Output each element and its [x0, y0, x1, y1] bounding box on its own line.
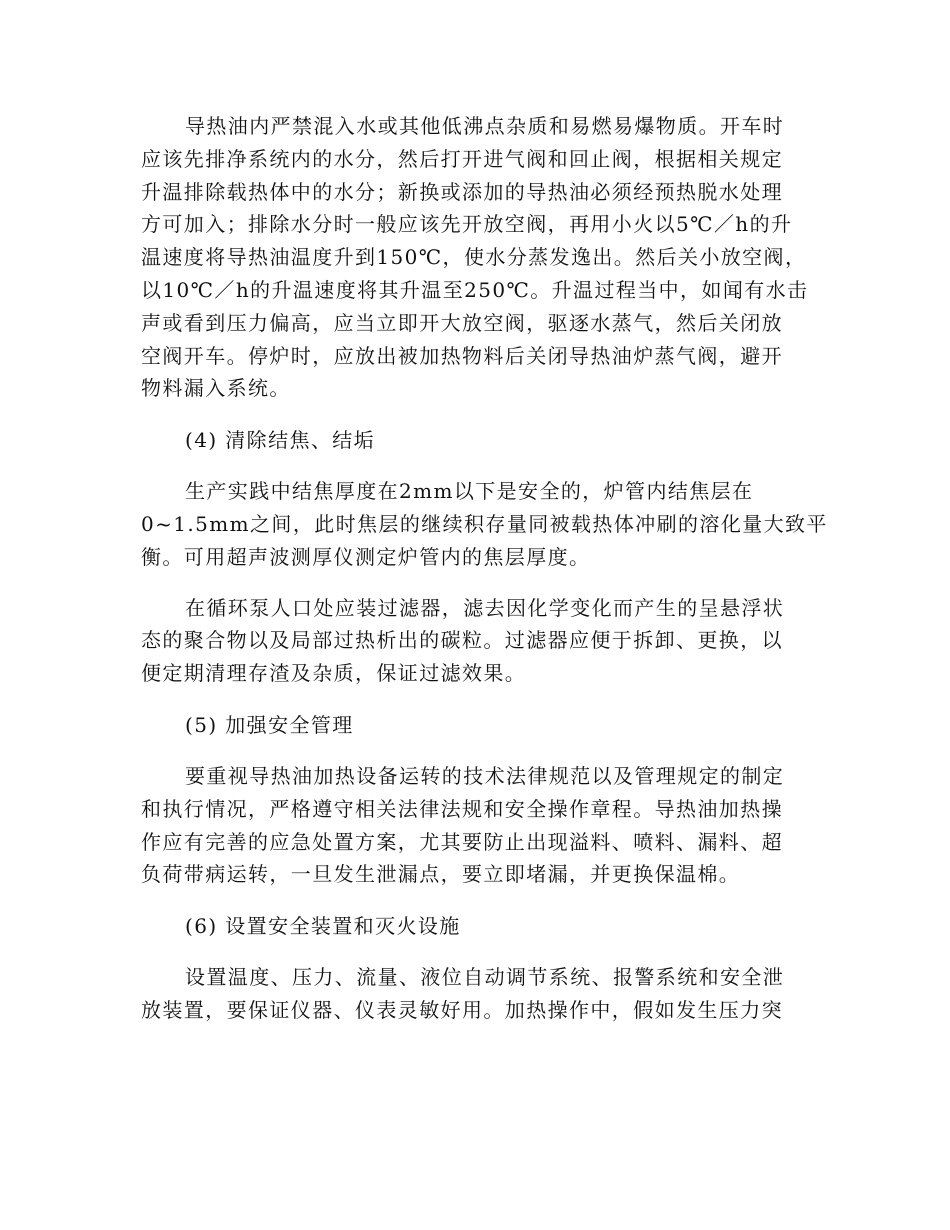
paragraph-safety-management [141, 760, 811, 891]
section-heading-5: (5) 加强安全管理 [185, 712, 354, 737]
text-line: 温速度将导热油温度升到150℃，使水分蒸发逸出。然后关小放空阀， [141, 245, 807, 270]
text-line: 设置温度、压力、流量、液位自动调节系统、报警系统和安全泄 [185, 965, 785, 990]
section-heading-4: (4) 清除结焦、结垢 [185, 428, 376, 453]
paragraph-filter [141, 592, 811, 690]
text-line: 便定期清理存渣及杂质，保证过滤效果。 [141, 661, 527, 686]
text-line: 空阀开车。停炉时，应放出被加热物料后关闭导热油炉蒸气阀，避开 [141, 343, 783, 368]
text-line: 物料漏入系统。 [141, 376, 291, 401]
text-line: 以10℃／h的升温速度将其升温至250℃。升温过程当中，如闻有水击 [141, 277, 809, 302]
text-line: 生产实践中结焦厚度在2mm以下是安全的，炉管内结焦层在 [185, 479, 754, 504]
text-line: 负荷带病运转，一旦发生泄漏点，要立即堵漏，并更换保温棉。 [141, 862, 741, 887]
paragraph-safety-devices [141, 961, 811, 1027]
section-heading-6: (6) 设置安全装置和灭火设施 [185, 914, 461, 939]
text-line: 放装置，要保证仪器、仪表灵敏好用。加热操作中，假如发生压力突 [141, 997, 783, 1022]
text-line: 导热油内严禁混入水或其他低沸点杂质和易燃易爆物质。开车时 [185, 114, 785, 138]
document-body [141, 110, 828, 1045]
paragraph-dehydration [141, 110, 811, 405]
text-line: 衡。可用超声波测厚仪测定炉管内的焦层厚度。 [141, 544, 591, 569]
text-line: 态的聚合物以及局部过热析出的碳粒。过滤器应便于拆卸、更换，以 [141, 628, 783, 653]
text-line: 声或看到压力偏高，应当立即开大放空阀，驱逐水蒸气，然后关闭放 [141, 310, 783, 335]
text-line: 升温排除载热体中的水分；新换或添加的导热油必须经预热脱水处理 [141, 179, 783, 204]
text-line: 应该先排净系统内的水分，然后打开进气阀和回止阀，根据相关规定 [141, 146, 783, 171]
text-line: 和执行情况，严格遵守相关法律法规和安全操作章程。导热油加热操 [141, 796, 783, 821]
text-line: 在循环泵人口处应装过滤器，滤去因化学变化而产生的呈悬浮状 [185, 595, 785, 620]
text-line: 方可加入；排除水分时一般应该先开放空阀，再用小火以5℃／h的升 [141, 212, 793, 237]
text-line: 要重视导热油加热设备运转的技术法律规范以及管理规定的制定 [185, 763, 785, 788]
paragraph-coking-thickness [141, 475, 828, 573]
text-line: 作应有完善的应急处置方案，尤其要防止出现溢料、喷料、漏料、超 [141, 829, 783, 854]
text-line: 0~1.5mm之间，此时焦层的继续积存量同被载热体冲刷的溶化量大致平 [141, 511, 828, 536]
